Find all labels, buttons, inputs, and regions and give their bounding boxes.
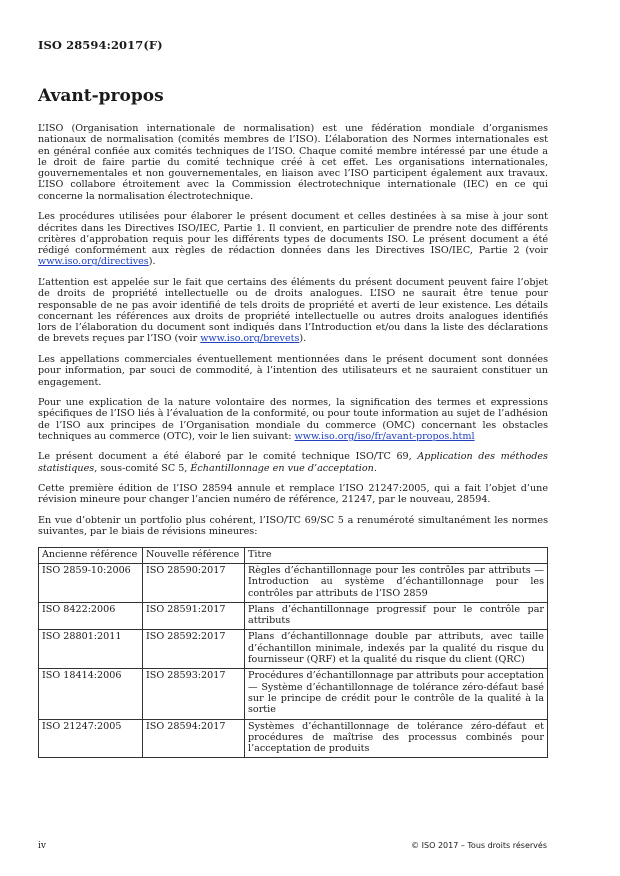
paragraph-4: Les appellations commerciales éventuellement mentionnées dans le présent document sont données pour information, par souci de commodité, à l’intention des utilisateurs et ne sauraient constituer un engagement. [38, 353, 548, 388]
subcommittee-title: Échantillonnage en vue d’acceptation [190, 462, 374, 474]
section-title: Avant-propos [38, 86, 164, 106]
new-reference-cell: ISO 28592:2017 [143, 630, 245, 669]
paragraph-6-text: Le présent document a été élaboré par le comité technique ISO/TC 69, [38, 451, 418, 463]
title-cell: Plans d’échantillonnage double par attributs, avec taille d’échantillon minimale, indexés par la qualité du risque du fournisseur (QRF) et la qualité du risque du client (QRC) [245, 630, 548, 669]
copyright-notice: © ISO 2017 – Tous droits réservés [411, 841, 547, 850]
new-reference-cell: ISO 28591:2017 [143, 602, 245, 630]
paragraph-8: En vue d’obtenir un portfolio plus cohérent, l’ISO/TC 69/SC 5 a renuméroté simultanément les normes suivantes, par le biais de révisions mineures: [38, 514, 548, 538]
new-reference-cell: ISO 28594:2017 [143, 719, 245, 758]
page-number: iv [38, 841, 46, 851]
new-reference-cell: ISO 28590:2017 [143, 564, 245, 603]
title-cell: Règles d’échantillonnage pour les contrôles par attributs — Introduction au système d’échantillonnage pour les contrôles par attributs de l’ISO 2859 [245, 564, 548, 603]
paragraph-6-end: . [373, 462, 377, 474]
old-reference-cell: ISO 21247:2005 [39, 719, 143, 758]
header-old-reference: Ancienne référence [39, 547, 143, 563]
old-reference-cell: ISO 18414:2006 [39, 669, 143, 719]
table-row [39, 602, 548, 630]
table-row [39, 630, 548, 669]
paragraph-2 [38, 211, 548, 267]
committee-title: Application des méthodes statistiques [38, 451, 548, 474]
foreword-body [38, 123, 548, 758]
patents-link[interactable]: www.iso.org/brevets [200, 333, 300, 345]
title-cell: Procédures d’échantillonnage par attributs pour acceptation — Système d’échantillonnage de tolérance zéro-défaut basé sur le principe de crédit pour le contrôle de la qualité à la sortie [245, 669, 548, 719]
table-row [39, 669, 548, 719]
paragraph-6-mid: , sous-comité SC 5, [94, 462, 191, 474]
old-reference-cell: ISO 2859-10:2006 [39, 564, 143, 603]
paragraph-5 [38, 397, 548, 442]
table-header-row [39, 547, 548, 563]
paragraph-3 [38, 277, 548, 345]
new-reference-cell: ISO 28593:2017 [143, 669, 245, 719]
header-new-reference: Nouvelle référence [143, 547, 245, 563]
title-cell: Systèmes d’échantillonnage de tolérance zéro-défaut et procédures de maîtrise des processus combinés pour l’acceptation de produits [245, 719, 548, 758]
title-cell: Plans d’échantillonnage progressif pour le contrôle par attributs [245, 602, 548, 630]
paragraph-5-text: Pour une explication de la nature volontaire des normes, la signification des termes et expressions spécifiques de l’ISO liés à l’évaluation de la conformité, ou pour toute information au sujet de l’adhésion de l’ISO aux principes de l’Organisation mondiale du commerce (OMC) concernant les obstacles techniques au commerce (OTC), voir le lien suivant: [38, 396, 548, 442]
renumbering-table [38, 547, 548, 759]
paragraph-6 [38, 451, 548, 474]
paragraph-7: Cette première édition de l’ISO 28594 annule et remplace l’ISO 21247:2005, qui a fait l’objet d’une révision mineure pour changer l’ancien numéro de référence, 21247, par le nouveau, 28594. [38, 483, 548, 506]
document-header: ISO 28594:2017(F) [38, 38, 163, 52]
foreword-link[interactable]: www.iso.org/iso/fr/avant-propos.html [294, 430, 475, 442]
paragraph-3-text: L’attention est appelée sur le fait que certains des éléments du présent document peuvent faire l’objet de droits de propriété intellectuelle ou de droits analogues. L’ISO ne saurait être tenue pour responsable de ne pas avoir identifié de tels droits de propriété et averti de leur existence. Les détails concernant les références aux droits de propriété intellectuelle ou autres droits analogues identifiés lors de l’élaboration du document sont indiqués dans l’Introduction et/ou dans la liste des déclarations de brevets reçues par l’ISO (voir [38, 276, 548, 345]
directives-link[interactable]: www.iso.org/directives [38, 256, 149, 268]
table-row [39, 719, 548, 758]
paragraph-3-end: ). [299, 333, 307, 345]
header-title: Titre [245, 547, 548, 563]
paragraph-2-text: Les procédures utilisées pour élaborer le présent document et celles destinées à sa mise à jour sont décrites dans les Directives ISO/IEC, Partie 1. Il convient, en particulier de prendre note des différents critères d’approbation requis pour les différents types de documents ISO. Le présent document a été rédigé conformément aux règles de rédaction données dans les Directives ISO/IEC, Partie 2 (voir [38, 211, 548, 257]
paragraph-1: L’ISO (Organisation internationale de normalisation) est une fédération mondiale d’organismes nationaux de normalisation (comités membres de l’ISO). L’élaboration des Normes internationales est en général confiée aux comités techniques de l’ISO. Chaque comité membre intéressé par une étude a le droit de faire partie du comité technique créé à cet effet. Les organisations internationales, gouvernementales et non gouvernementales, en liaison avec l’ISO participent également aux travaux. L’ISO collabore étroitement avec la Commission électrotechnique internationale (IEC) en ce qui concerne la normalisation électrotechnique. [38, 123, 548, 202]
paragraph-2-end: ). [148, 256, 156, 268]
old-reference-cell: ISO 28801:2011 [39, 630, 143, 669]
old-reference-cell: ISO 8422:2006 [39, 602, 143, 630]
table-row [39, 564, 548, 603]
